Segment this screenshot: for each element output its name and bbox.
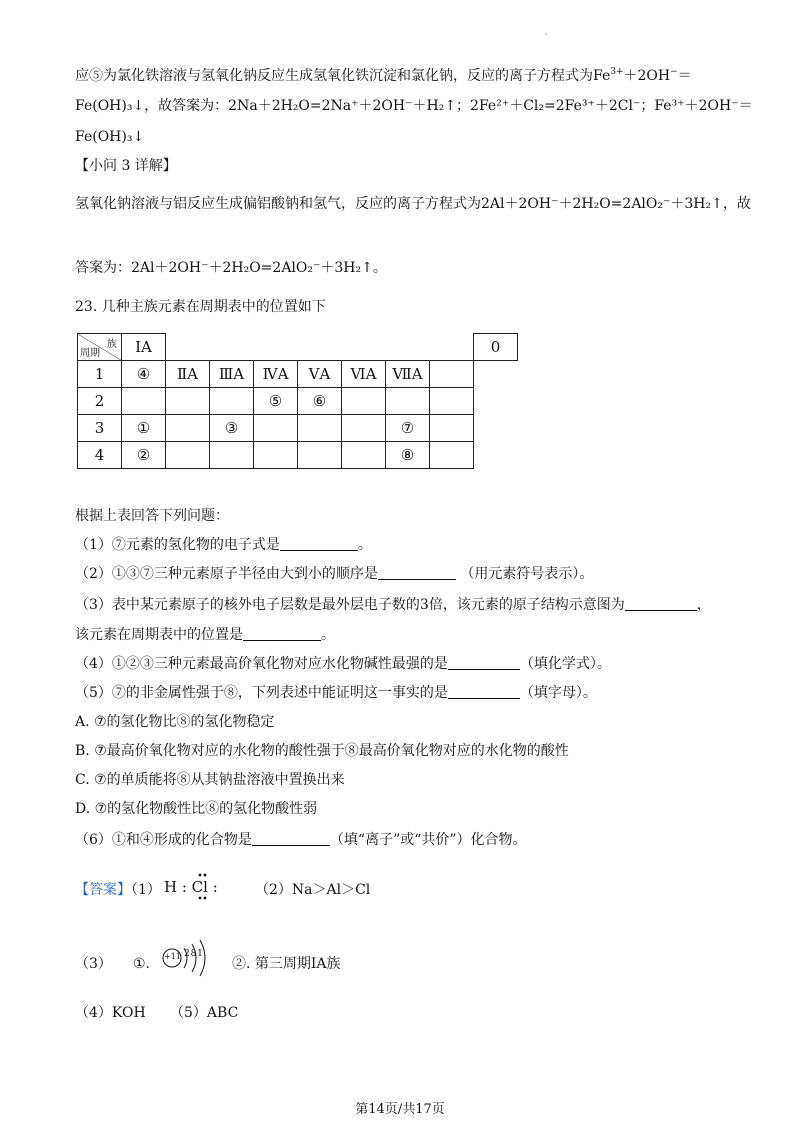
table-cell: 4	[78, 442, 122, 469]
text: 应⑤为氯化铁溶液与氢氧化钠反应生成氢氧化铁沉淀和氯化钠，反应的离子方程式为Fe	[75, 68, 611, 84]
header-0: 0	[474, 334, 518, 361]
table-cell: ⅡA	[166, 361, 210, 388]
table-cell: ④	[122, 361, 166, 388]
table-cell	[430, 388, 474, 415]
atom-structure-diagram	[160, 932, 212, 984]
answer-label: （1）	[131, 882, 161, 898]
formula-text: H : Cl :	[164, 878, 218, 896]
shell-electrons: 2 8 1	[184, 949, 202, 959]
question-text-end: （填化学式）。	[519, 656, 611, 672]
questions-intro: 根据上表回答下列问题：	[75, 508, 229, 524]
solution-line-3: Fe(OH)₃↓	[75, 129, 145, 145]
table-row	[78, 361, 518, 388]
table-cell	[342, 388, 386, 415]
question-3	[75, 595, 711, 615]
option-b: B. ⑦最高价氧化物对应的水化物的酸性强于⑧最高价氧化物对应的水化物的酸性	[75, 743, 569, 759]
table-cell: ⅤA	[298, 361, 342, 388]
table-cell	[166, 442, 210, 469]
table-cell	[430, 442, 474, 469]
table-cell: ③	[210, 415, 254, 442]
periodic-table	[77, 333, 518, 469]
table-cell	[122, 388, 166, 415]
answer-4: （4）KOH	[75, 1005, 146, 1021]
table-header-row	[78, 334, 518, 361]
sub-question-heading: 【小问 3 详解】	[75, 158, 177, 174]
table-cell	[430, 415, 474, 442]
question-text: （4）①②③三种元素最高价氧化物对应水化物碱性最强的是	[75, 656, 448, 672]
table-cell	[254, 442, 298, 469]
question-2	[75, 564, 593, 584]
question-text: （1）⑦元素的氢化物的电子式是	[75, 537, 280, 553]
table-cell	[342, 442, 386, 469]
corner-label-group: 族	[107, 339, 117, 350]
table-cell	[342, 415, 386, 442]
table-cell: ⑥	[298, 388, 342, 415]
option-a: A. ⑦的氢化物比⑧的氢化物稳定	[75, 714, 275, 730]
table-cell: ⑦	[386, 415, 430, 442]
text: ＝	[677, 68, 692, 84]
table-cell	[298, 415, 342, 442]
table-cell	[166, 415, 210, 442]
solution-line-4: 氢氧化钠溶液与铝反应生成偏铝酸钠和氢气，反应的离子方程式为2Al＋2OH⁻＋2H₂O=2AlO₂⁻＋3H₂↑，故	[75, 196, 751, 212]
question-text: （6）①和④形成的化合物是	[75, 832, 252, 848]
table-cell: ⑧	[386, 442, 430, 469]
question-1	[75, 535, 372, 555]
corner-label-period: 周期	[80, 348, 100, 359]
question-text-end: 。	[321, 627, 335, 643]
answer-line-1	[75, 880, 161, 900]
question-3b	[75, 625, 335, 645]
answer-3-first: ①.	[133, 956, 151, 972]
table-cell	[386, 388, 430, 415]
question-text: （2）①③⑦三种元素原子半径由大到小的顺序是	[75, 566, 378, 582]
table-cell: ⅣA	[254, 361, 298, 388]
corner-mark: ·	[545, 30, 548, 39]
table-cell: ①	[122, 415, 166, 442]
answer-tag: 【答案】	[75, 882, 131, 898]
superscript: −	[670, 67, 678, 77]
question-5	[75, 683, 597, 703]
table-cell: ⑤	[254, 388, 298, 415]
question-text-end: （填字母）。	[519, 685, 597, 701]
table-cell	[254, 415, 298, 442]
header-blank	[166, 334, 430, 361]
question-6	[75, 830, 527, 850]
question-text-end: ，	[696, 597, 711, 613]
table-cell: ⅢA	[210, 361, 254, 388]
question-4	[75, 654, 611, 674]
question-text-end: （用元素符号表示）。	[460, 566, 594, 582]
question-text: 该元素在周期表中的位置是	[75, 627, 243, 643]
answer-2: （2）Na＞Al＞Cl	[255, 882, 371, 898]
superscript: 3+	[610, 67, 624, 77]
electron-formula	[164, 866, 220, 906]
table-cell	[210, 388, 254, 415]
table-cell: 2	[78, 388, 122, 415]
answer-blank[interactable]	[252, 831, 330, 846]
answer-blank[interactable]	[280, 536, 358, 551]
answer-3-second: ②. 第三周期ⅠA族	[232, 956, 341, 972]
answer-5: （5）ABC	[170, 1005, 239, 1021]
table-row	[78, 442, 518, 469]
table-row	[78, 388, 518, 415]
table-cell: 3	[78, 415, 122, 442]
header-blank-2	[430, 334, 474, 361]
question-text-end: （填“离子”或“共价”）化合物。	[329, 832, 527, 848]
lone-pair-dots	[164, 866, 220, 906]
text: ＋2OH	[623, 68, 671, 84]
table-cell	[210, 442, 254, 469]
question-text: （5）⑦的非金属性强于⑧，下列表述中能证明这一事实的是	[75, 685, 448, 701]
table-cell	[166, 388, 210, 415]
page-footer: 第14页/共17页	[355, 1102, 445, 1117]
question-text-end: 。	[357, 537, 372, 553]
option-d: D. ⑦的氢化物酸性比⑧的氢化物酸性弱	[75, 801, 318, 817]
answer-blank[interactable]	[448, 655, 520, 670]
question-text: （3）表中某元素原子的核外电子层数是最外层电子数的3倍，该元素的原子结构示意图为	[75, 597, 625, 613]
answer-blank[interactable]	[448, 684, 520, 699]
solution-line-1	[75, 62, 692, 86]
header-IA: ⅠA	[122, 334, 166, 361]
answer-3-label: （3）	[75, 956, 112, 972]
table-cell: 1	[78, 361, 122, 388]
solution-line-5: 答案为：2Al＋2OH⁻＋2H₂O=2AlO₂⁻＋3H₂↑。	[75, 260, 387, 276]
table-cell: ②	[122, 442, 166, 469]
option-c: C. ⑦的单质能将⑧从其钠盐溶液中置换出来	[75, 772, 345, 788]
answer-blank[interactable]	[378, 565, 456, 580]
solution-line-2: Fe(OH)₃↓，故答案为：2Na＋2H₂O=2Na⁺＋2OH⁻＋H₂↑；2Fe²⁺＋Cl₂=2Fe³⁺＋2Cl⁻；Fe³⁺＋2OH⁻＝	[75, 98, 753, 114]
table-corner-cell	[78, 334, 122, 361]
nucleus-charge: +11	[164, 952, 181, 961]
table-cell: ⅦA	[386, 361, 430, 388]
table-cell: ⅥA	[342, 361, 386, 388]
table-cell	[430, 361, 474, 388]
answer-blank[interactable]	[625, 596, 697, 611]
question-23-title: 23. 几种主族元素在周期表中的位置如下	[75, 299, 326, 315]
table-cell	[298, 442, 342, 469]
answer-blank[interactable]	[243, 626, 321, 641]
table-row	[78, 415, 518, 442]
